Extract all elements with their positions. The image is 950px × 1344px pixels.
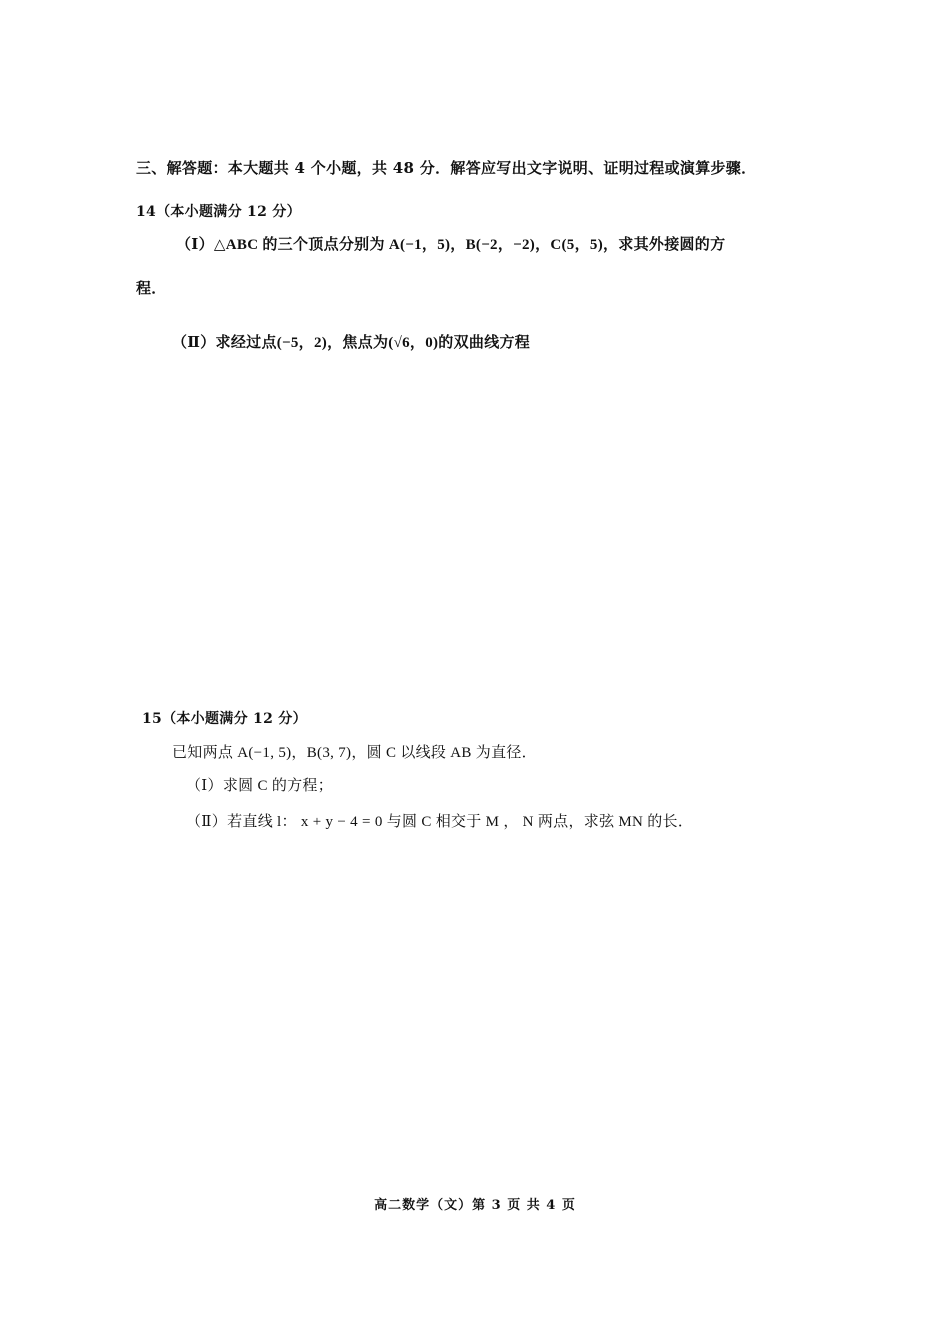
q15-part1: （Ⅰ）求圆 C 的方程； xyxy=(186,778,334,794)
q15-title: 15（本小题满分 12 分） xyxy=(142,711,307,727)
section-heading: 三、解答题：本大题共 4 个小题，共 48 分．解答应写出文字说明、证明过程或演算步骤． xyxy=(136,159,757,177)
q15-stem: 已知两点 A(−1, 5)，B(3, 7)，圆 C 以线段 AB 为直径． xyxy=(172,745,537,761)
q14-part1-line2: 程． xyxy=(136,279,167,297)
q14-part1-line1: （Ⅰ）△ABC 的三个顶点分别为 A(−1，5)，B(−2，−2)，C(5，5)，求其外接圆的方 xyxy=(176,237,726,253)
q15-part2: （Ⅱ）若直线 l： x + y − 4 = 0 与圆 C 相交于 M ， N 两点，求弦 MN 的长． xyxy=(186,814,694,830)
page-footer: 高二数学（文）第 3 页 共 4 页 xyxy=(374,1198,576,1213)
q14-title: 14（本小题满分 12 分） xyxy=(136,204,301,220)
q14-part2: （Ⅱ）求经过点(−5，2)，焦点为(√6，0)的双曲线方程 xyxy=(172,335,531,351)
